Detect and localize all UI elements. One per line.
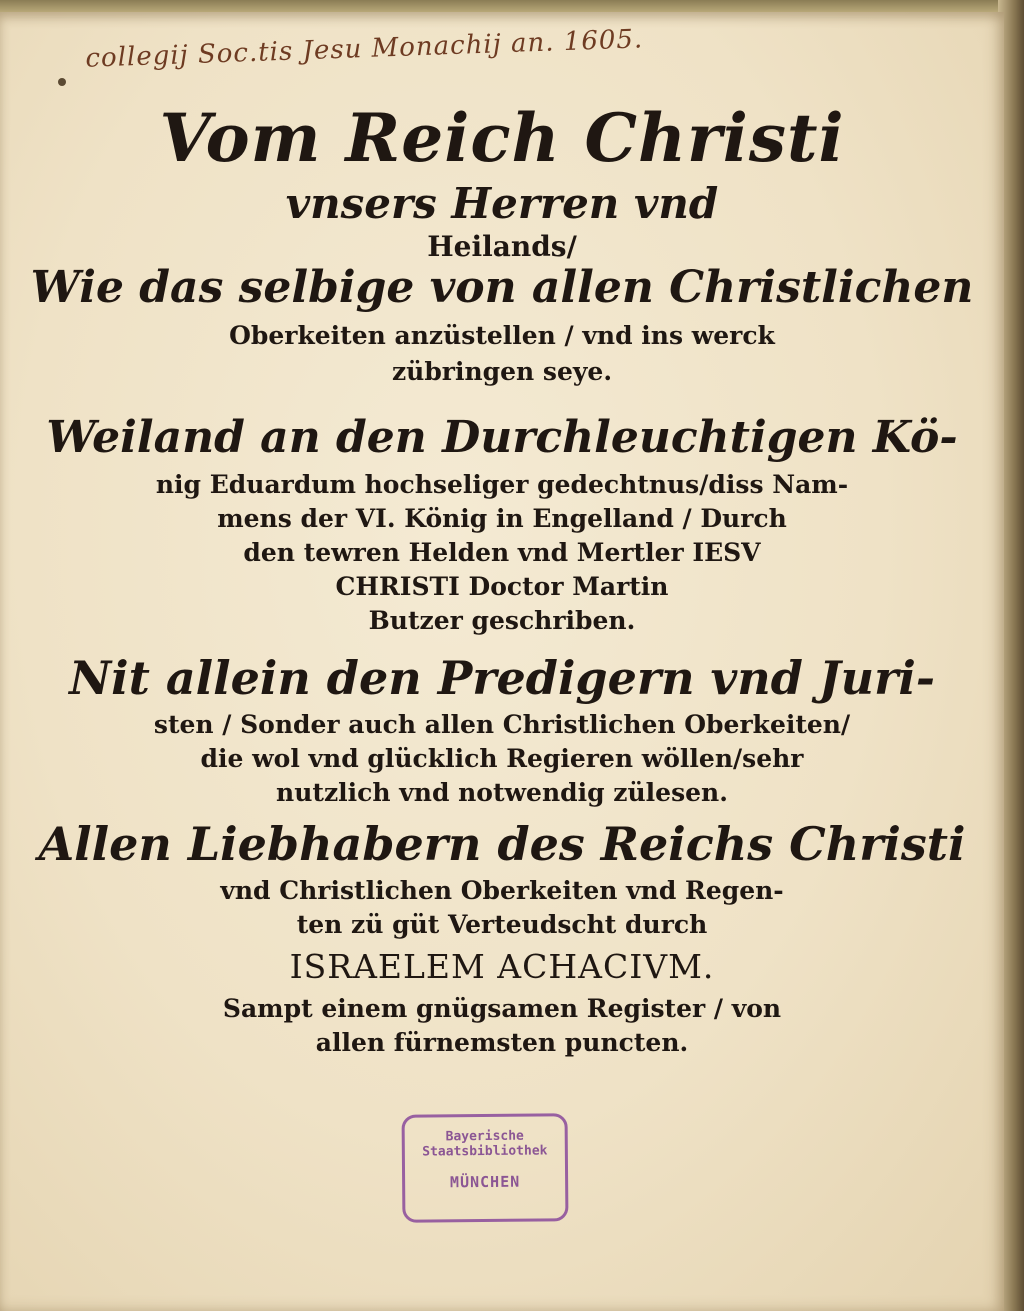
stamp-line-2: Staatsbibliothek bbox=[422, 1143, 548, 1160]
subtitle-line-1: Wie das selbige von allen Christlichen bbox=[30, 262, 974, 313]
library-stamp bbox=[402, 1113, 569, 1222]
title-block bbox=[0, 98, 1004, 264]
translator-line-1: Allen Liebhabern des Reichs Christi bbox=[38, 817, 966, 871]
audience-line-2: sten / Sonder auch allen Christlichen Oberkeiten/ bbox=[153, 710, 851, 739]
dedication-line-6: Butzer geschriben. bbox=[368, 606, 636, 635]
translator-block bbox=[0, 814, 1004, 1060]
register-line-2: allen fürnemsten puncten. bbox=[315, 1028, 689, 1057]
title-line-3: Heilands/ bbox=[427, 230, 577, 263]
audience-block bbox=[0, 648, 1004, 810]
dedication-line-3: mens der VI. König in Engelland / Durch bbox=[217, 504, 787, 533]
dedication-line-5: CHRISTI Doctor Martin bbox=[335, 572, 669, 601]
audience-line-1: Nit allein den Predigern vnd Juri- bbox=[69, 651, 935, 705]
audience-line-3: die wol vnd glücklich Regieren wöllen/sehr bbox=[200, 744, 804, 773]
title-line-2: vnsers Herren vnd bbox=[285, 179, 719, 228]
audience-line-4: nutzlich vnd notwendig zülesen. bbox=[276, 778, 728, 807]
title-page bbox=[0, 12, 1004, 1311]
stamp-line-3: MÜNCHEN bbox=[449, 1172, 521, 1192]
dedication-block bbox=[0, 408, 1004, 638]
provenance-inscription: collegij Soc.tis Jesu Monachij an. 1605. bbox=[84, 24, 644, 74]
subtitle-block bbox=[0, 258, 1004, 390]
translator-line-3: ten zü güt Verteudscht durch bbox=[296, 910, 708, 939]
subtitle-line-2: Oberkeiten anzüstellen / vnd ins werck bbox=[229, 321, 775, 350]
subtitle-line-3: zübringen seye. bbox=[391, 357, 613, 386]
dedication-line-1: Weiland an den Durchleuchtigen Kö- bbox=[46, 412, 958, 463]
binding-hole bbox=[58, 78, 66, 86]
register-line-1: Sampt einem gnügsamen Register / von bbox=[222, 994, 782, 1023]
translator-name: ISRAELEM ACHACIVM. bbox=[289, 947, 715, 986]
translator-line-2: vnd Christlichen Oberkeiten vnd Regen- bbox=[220, 876, 784, 905]
stamp-line-1: Bayerische bbox=[445, 1128, 524, 1145]
dedication-line-4: den tewren Helden vnd Mertler IESV bbox=[243, 538, 761, 567]
title-line-1: Vom Reich Christi bbox=[159, 99, 845, 177]
dedication-line-2: nig Eduardum hochseliger gedechtnus/diss Nam- bbox=[155, 470, 849, 499]
